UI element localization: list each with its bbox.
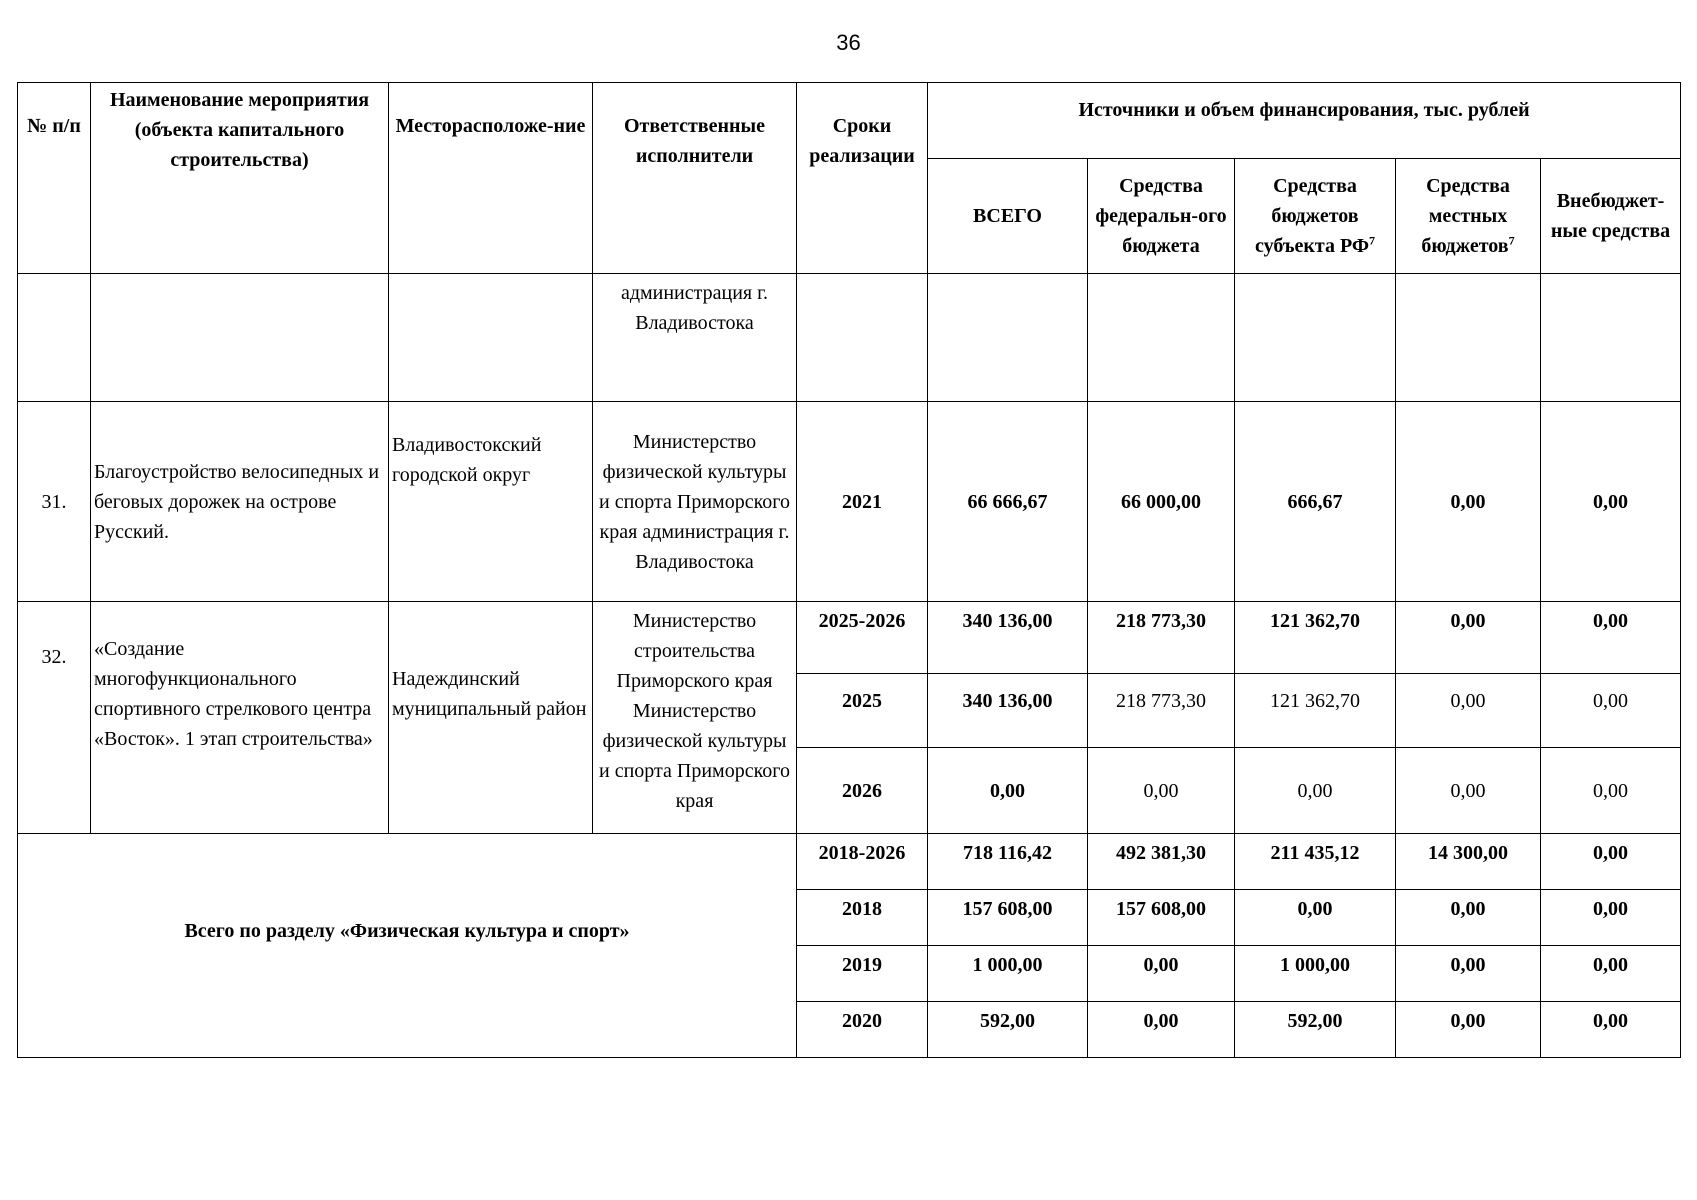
header-period: Сроки реализации [797, 83, 928, 274]
header-extra: Внебюджет-ные средства [1541, 159, 1681, 274]
row32-total: 340 136,00 [928, 674, 1088, 748]
cell-empty [1088, 274, 1235, 402]
cell-empty [91, 274, 389, 402]
cell-empty [18, 274, 91, 402]
header-name: Наименование мероприятия (объекта капитального строительства) [91, 83, 389, 274]
row32-period: 2025 [797, 674, 928, 748]
row32-extra: 0,00 [1541, 748, 1681, 834]
row32-period: 2025-2026 [797, 602, 928, 674]
row32-executors: Министерство строительства Приморского края Министерство физической культуры и спорта Приморского края [593, 602, 797, 834]
total-regional: 1 000,00 [1235, 946, 1396, 1002]
total-period: 2018-2026 [797, 834, 928, 890]
table-row-31 [18, 402, 1681, 602]
row31-local: 0,00 [1396, 402, 1541, 602]
row31-num: 31. [18, 402, 91, 602]
row32-federal: 0,00 [1088, 748, 1235, 834]
total-extra: 0,00 [1541, 946, 1681, 1002]
row31-regional: 666,67 [1235, 402, 1396, 602]
row32-local: 0,00 [1396, 748, 1541, 834]
row31-period: 2021 [797, 402, 928, 602]
total-regional: 211 435,12 [1235, 834, 1396, 890]
row32-regional: 0,00 [1235, 748, 1396, 834]
header-funding: Источники и объем финансирования, тыс. рублей [928, 83, 1681, 159]
total-total: 592,00 [928, 1002, 1088, 1058]
cell-executors: администрация г. Владивостока [593, 274, 797, 402]
total-federal: 492 381,30 [1088, 834, 1235, 890]
row32-federal: 218 773,30 [1088, 602, 1235, 674]
total-extra: 0,00 [1541, 890, 1681, 946]
header-federal: Средства федеральн-ого бюджета [1088, 159, 1235, 274]
header-num: № п/п [18, 83, 91, 274]
cell-empty [1396, 274, 1541, 402]
total-period: 2018 [797, 890, 928, 946]
table-row-total [18, 834, 1681, 890]
total-federal: 0,00 [1088, 1002, 1235, 1058]
row32-regional: 121 362,70 [1235, 602, 1396, 674]
header-local: Средства местных бюджетов$^7$ [1396, 159, 1541, 274]
row32-period: 2026 [797, 748, 928, 834]
row31-name: Благоустройство велосипедных и беговых дорожек на острове Русский. [91, 402, 389, 602]
row32-federal: 218 773,30 [1088, 674, 1235, 748]
header-executors: Ответственные исполнители [593, 83, 797, 274]
total-regional: 0,00 [1235, 890, 1396, 946]
header-regional: Средства бюджетов субъекта $РФ^7$ [1235, 159, 1396, 274]
table-row-32 [18, 602, 1681, 674]
total-local: 0,00 [1396, 890, 1541, 946]
row31-total: 66 666,67 [928, 402, 1088, 602]
row32-location: Надеждинский муниципальный район [389, 602, 593, 834]
cell-empty [928, 274, 1088, 402]
total-federal: 157 608,00 [1088, 890, 1235, 946]
row31-extra: 0,00 [1541, 402, 1681, 602]
header-total: ВСЕГО [928, 159, 1088, 274]
row32-extra: 0,00 [1541, 602, 1681, 674]
row31-executors: Министерство физической культуры и спорта Приморского края администрация г. Владивостока [593, 402, 797, 602]
funding-table [17, 82, 1681, 1058]
row32-local: 0,00 [1396, 602, 1541, 674]
row32-local: 0,00 [1396, 674, 1541, 748]
cell-empty [797, 274, 928, 402]
cell-empty [1541, 274, 1681, 402]
table-row [18, 274, 1681, 402]
row31-federal: 66 000,00 [1088, 402, 1235, 602]
total-local: 0,00 [1396, 946, 1541, 1002]
row32-total: 0,00 [928, 748, 1088, 834]
cell-empty [1235, 274, 1396, 402]
row32-name: «Создание многофункционального спортивного стрелкового центра «Восток». 1 этап строительства» [91, 602, 389, 834]
total-local: 0,00 [1396, 1002, 1541, 1058]
total-period: 2019 [797, 946, 928, 1002]
total-total: 157 608,00 [928, 890, 1088, 946]
cell-empty [389, 274, 593, 402]
row32-num: 32. [18, 602, 91, 834]
header-location: Месторасположе-ние [389, 83, 593, 274]
total-extra: 0,00 [1541, 1002, 1681, 1058]
total-period: 2020 [797, 1002, 928, 1058]
total-extra: 0,00 [1541, 834, 1681, 890]
total-federal: 0,00 [1088, 946, 1235, 1002]
section-total-label: Всего по разделу «Физическая культура и спорт» [18, 834, 797, 1058]
total-local: 14 300,00 [1396, 834, 1541, 890]
total-regional: 592,00 [1235, 1002, 1396, 1058]
total-total: 718 116,42 [928, 834, 1088, 890]
page-number: 36 [836, 30, 861, 55]
row31-location: Владивостокский городской округ [389, 402, 593, 602]
row32-extra: 0,00 [1541, 674, 1681, 748]
row32-regional: 121 362,70 [1235, 674, 1396, 748]
total-total: 1 000,00 [928, 946, 1088, 1002]
row32-total: 340 136,00 [928, 602, 1088, 674]
